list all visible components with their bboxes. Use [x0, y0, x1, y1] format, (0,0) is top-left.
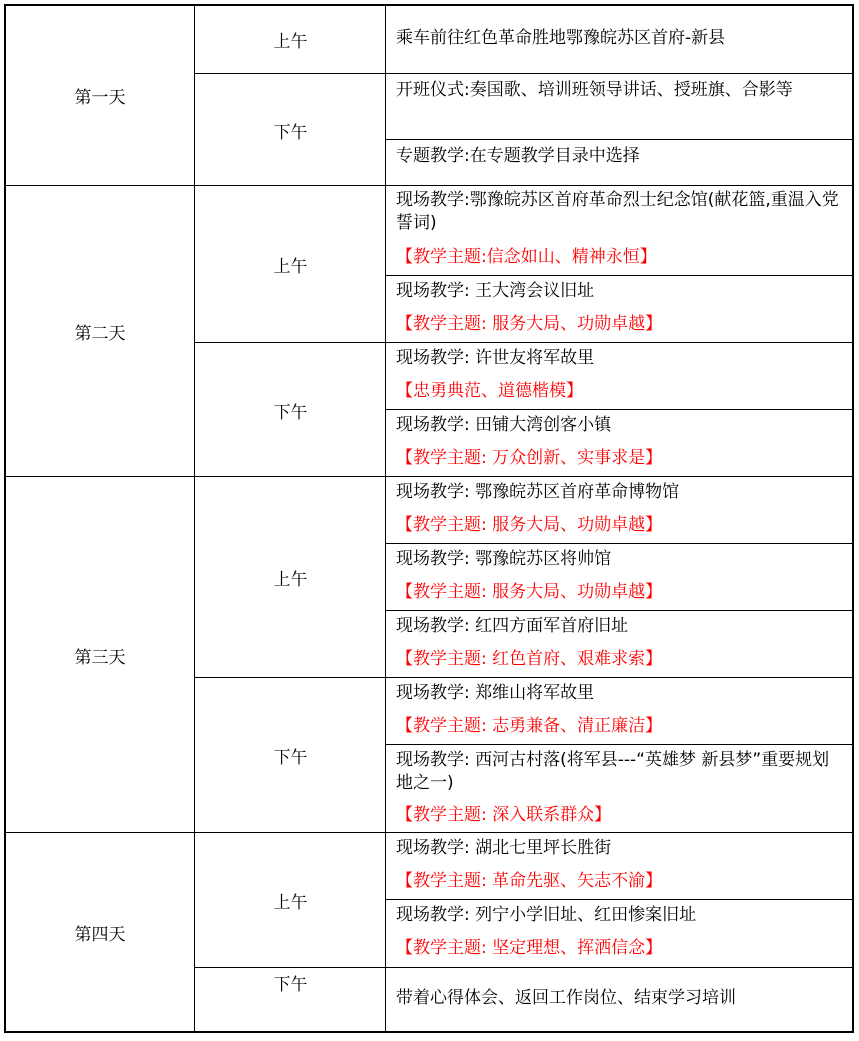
- session-label: 上午: [273, 893, 308, 913]
- day-cell: [5, 833, 195, 1032]
- table-border: [852, 4, 854, 1033]
- activity-title: 现场教学: 湖北七里坪长胜街: [396, 838, 612, 858]
- activity-title: 现场教学: 列宁小学旧址、红田惨案旧址: [396, 905, 697, 925]
- table-border: [4, 476, 854, 477]
- activity-title: 现场教学: 郑维山将军故里: [396, 683, 595, 703]
- activity-cell: [386, 186, 853, 276]
- activity-theme: 【教学主题: 志勇兼备、清正廉洁】: [396, 716, 663, 736]
- session-cell: [195, 186, 386, 343]
- table-border: [385, 744, 854, 745]
- table-border: [194, 4, 195, 1033]
- activity-cell: [386, 343, 853, 410]
- session-label: 下午: [273, 748, 308, 768]
- session-label: 下午: [273, 402, 308, 423]
- table-border: [385, 610, 854, 611]
- activity-cell: [386, 140, 853, 186]
- activity-cell: [386, 410, 853, 477]
- session-label: 上午: [273, 257, 308, 277]
- activity-title: 现场教学: 田铺大湾创客小镇: [396, 415, 612, 435]
- session-cell: [195, 74, 386, 186]
- table-border: [385, 275, 854, 276]
- table-border: [4, 4, 854, 6]
- session-cell: [195, 343, 386, 477]
- activity-theme: 【忠勇典范、道德楷模】: [396, 381, 583, 401]
- day-cell: [5, 186, 195, 477]
- table-border: [4, 832, 854, 833]
- activity-title: 现场教学: 红四方面军首府旧址: [396, 616, 629, 636]
- activity-theme: 【教学主题: 深入联系群众】: [396, 805, 612, 825]
- activity-theme: 【教学主题: 革命先驱、矢志不渝】: [396, 871, 663, 891]
- table-border: [194, 677, 854, 678]
- day-cell: [5, 5, 195, 186]
- table-border: [194, 342, 854, 343]
- activity-theme: 【教学主题: 坚定理想、挥洒信念】: [396, 938, 663, 958]
- session-label: 上午: [273, 32, 308, 52]
- activity-theme: 【教学主题: 红色首府、艰难求索】: [396, 649, 663, 669]
- activity-cell: [386, 74, 853, 140]
- activity-cell: [386, 968, 853, 1032]
- activity-theme: 【教学主题: 服务大局、功勋卓越】: [396, 314, 663, 334]
- session-cell: [195, 968, 386, 1032]
- activity-cell: [386, 5, 853, 74]
- day-label: 第二天: [74, 324, 126, 344]
- table-border: [385, 4, 386, 1033]
- activity-title: 开班仪式:奏国歌、培训班领导讲话、授班旗、合影等: [396, 80, 793, 100]
- activity-theme: 【教学主题:信念如山、精神永恒】: [396, 247, 657, 267]
- table-border: [194, 73, 854, 74]
- day-cell: [5, 477, 195, 833]
- day-label: 第一天: [74, 88, 126, 108]
- day-label: 第四天: [74, 925, 126, 945]
- session-label: 下午: [273, 122, 308, 143]
- activity-title: 现场教学: 王大湾会议旧址: [396, 281, 595, 301]
- activity-title: 现场教学: 鄂豫皖苏区将帅馆: [396, 549, 612, 569]
- table-border: [194, 967, 854, 968]
- activity-cell: [386, 276, 853, 343]
- table-border: [385, 899, 854, 900]
- activity-title: 专题教学:在专题教学目录中选择: [396, 146, 640, 166]
- activity-cell: [386, 611, 853, 678]
- activity-theme: 【教学主题: 万众创新、实事求是】: [396, 448, 663, 468]
- session-cell: [195, 5, 386, 74]
- session-cell: [195, 678, 386, 833]
- table-border: [4, 185, 854, 186]
- activity-cell: [386, 745, 853, 833]
- activity-theme: 【教学主题: 服务大局、功勋卓越】: [396, 582, 663, 602]
- activity-theme: 【教学主题: 服务大局、功勋卓越】: [396, 515, 663, 535]
- session-label: 下午: [273, 975, 308, 995]
- table-border: [4, 4, 6, 1033]
- activity-title: 带着心得体会、返回工作岗位、结束学习培训: [396, 988, 736, 1008]
- table-border: [385, 139, 854, 140]
- activity-cell: [386, 833, 853, 900]
- table-border: [4, 1031, 854, 1033]
- session-label: 上午: [273, 570, 308, 590]
- session-cell: [195, 833, 386, 968]
- activity-cell: [386, 477, 853, 544]
- activity-title: 现场教学: 许世友将军故里: [396, 348, 595, 368]
- activity-cell: [386, 678, 853, 745]
- table-border: [385, 543, 854, 544]
- activity-title: 现场教学: 西河古村落(将军县---“英雄梦 新县梦”重要规划地之一): [396, 750, 830, 793]
- activity-title: 现场教学:鄂豫皖苏区首府革命烈士纪念馆(献花篮,重温入党誓词): [396, 190, 839, 233]
- activity-cell: [386, 900, 853, 968]
- activity-title: 乘车前往红色革命胜地鄂豫皖苏区首府-新县: [396, 28, 726, 48]
- session-cell: [195, 477, 386, 678]
- day-label: 第三天: [74, 647, 126, 668]
- table-border: [385, 409, 854, 410]
- activity-cell: [386, 544, 853, 611]
- activity-title: 现场教学: 鄂豫皖苏区首府革命博物馆: [396, 482, 680, 502]
